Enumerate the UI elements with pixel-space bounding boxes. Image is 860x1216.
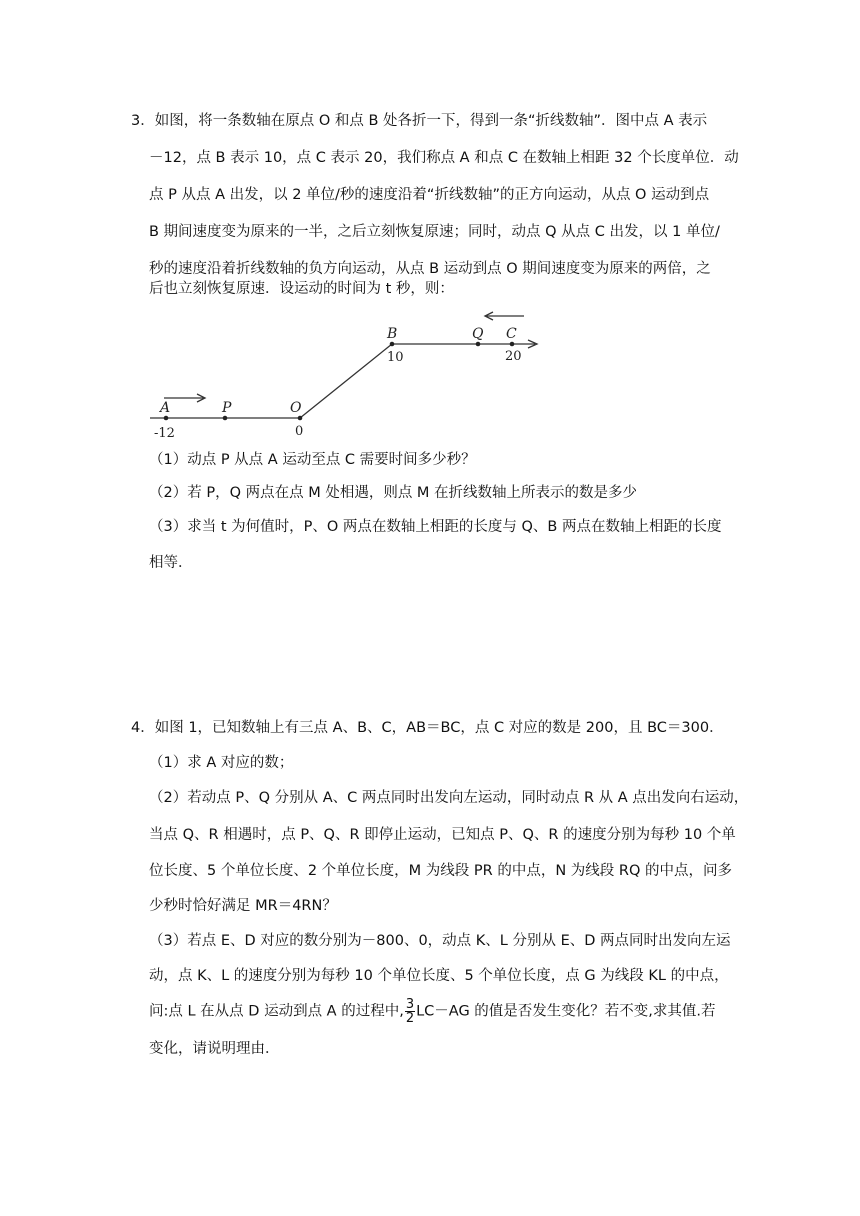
- problem3-line-4: B 期间速度变为原来的一半，之后立刻恢复原速；同时，动点 Q 从点 C 出发，以 1 单位/: [149, 224, 720, 240]
- problem3-line-5: 秒的速度沿着折线数轴的负方向运动，从点 B 运动到点 O 期间速度变为原来的两倍，之: [149, 261, 711, 277]
- point-p-dot: [223, 416, 228, 421]
- problem3-question-3-cont: 相等．: [149, 555, 193, 571]
- fraction-three-halves: [405, 998, 415, 1025]
- problem4-line-3: （2）若动点 P、Q 分别从 A、C 两点同时出发向左运动，同时动点 R 从 A 点出发向右运动，: [149, 790, 749, 806]
- value-a: -12: [154, 426, 175, 441]
- label-p: P: [222, 400, 232, 416]
- problem4-line-7: （3）若点 E、D 对应的数分别为－800、0，动点 K、L 分别从 E、D 两点同时出发向左运: [149, 933, 731, 949]
- fraction-numerator: 3: [405, 997, 415, 1012]
- problem4-line-2: （1）求 A 对应的数；: [149, 755, 294, 771]
- point-q-dot: [476, 342, 481, 347]
- problem4-line-9-after: LC－AG 的值是否发生变化？若不变,求其值.若: [416, 1003, 716, 1020]
- value-b: 10: [387, 350, 404, 365]
- problem4-line-10: 变化，请说明理由．: [149, 1041, 280, 1057]
- label-o: O: [290, 400, 302, 416]
- point-c-dot: [510, 342, 515, 347]
- problem3-question-2: （2）若 P，Q 两点在点 M 处相遇，则点 M 在折线数轴上所表示的数是多少: [149, 485, 638, 501]
- value-o: 0: [295, 424, 304, 439]
- folded-number-line-figure: [150, 300, 550, 445]
- problem4-line-9-before: 问:点 L 在从点 D 运动到点 A 的过程中,: [149, 1003, 404, 1020]
- value-c: 20: [505, 349, 522, 364]
- problem3-line-2: －12，点 B 表示 10，点 C 表示 20，我们称点 A 和点 C 在数轴上相距 32 个长度单位．动: [149, 150, 739, 166]
- problem4-line-4: 当点 Q、R 相遇时，点 P、Q、R 即停止运动，已知点 P、Q、R 的速度分别为每秒 10 个单: [149, 827, 736, 843]
- problem4-line-5: 位长度、5 个单位长度、2 个单位长度，M 为线段 PR 的中点，N 为线段 RQ 的中点，问多: [149, 863, 732, 879]
- point-a-dot: [164, 416, 169, 421]
- problem4-line-8: 动，点 K、L 的速度分别为每秒 10 个单位长度、5 个单位长度，点 G 为线段 KL 的中点，: [149, 968, 729, 984]
- problem3-line-1: 3．如图，将一条数轴在原点 O 和点 B 处各折一下，得到一条“折线数轴”．图中点 A 表示: [131, 113, 708, 129]
- problem3-question-1: （1）动点 P 从点 A 运动至点 C 需要时间多少秒？: [149, 452, 476, 468]
- problem3-line-3: 点 P 从点 A 出发，以 2 单位/秒的速度沿着“折线数轴”的正方向运动，从点 O 运动到点: [149, 187, 710, 203]
- label-q: Q: [472, 326, 484, 342]
- problem4-line-6: 少秒时恰好满足 MR＝4RN？: [149, 898, 337, 914]
- label-b: B: [387, 326, 398, 342]
- problem4-line-9: [149, 998, 716, 1025]
- fraction-denominator: 2: [405, 1011, 415, 1026]
- point-b-dot: [390, 342, 395, 347]
- point-o-dot: [298, 416, 303, 421]
- label-a: A: [160, 400, 171, 416]
- label-c: C: [506, 326, 517, 342]
- problem4-line-1: 4．如图 1，已知数轴上有三点 A、B、C，AB＝BC，点 C 对应的数是 200，且 BC＝300．: [131, 720, 724, 736]
- problem3-question-3: （3）求当 t 为何值时，P、O 两点在数轴上相距的长度与 Q、B 两点在数轴上相距的长度: [149, 519, 722, 535]
- problem3-line-6: 后也立刻恢复原速．设运动的时间为 t 秒，则：: [149, 281, 454, 297]
